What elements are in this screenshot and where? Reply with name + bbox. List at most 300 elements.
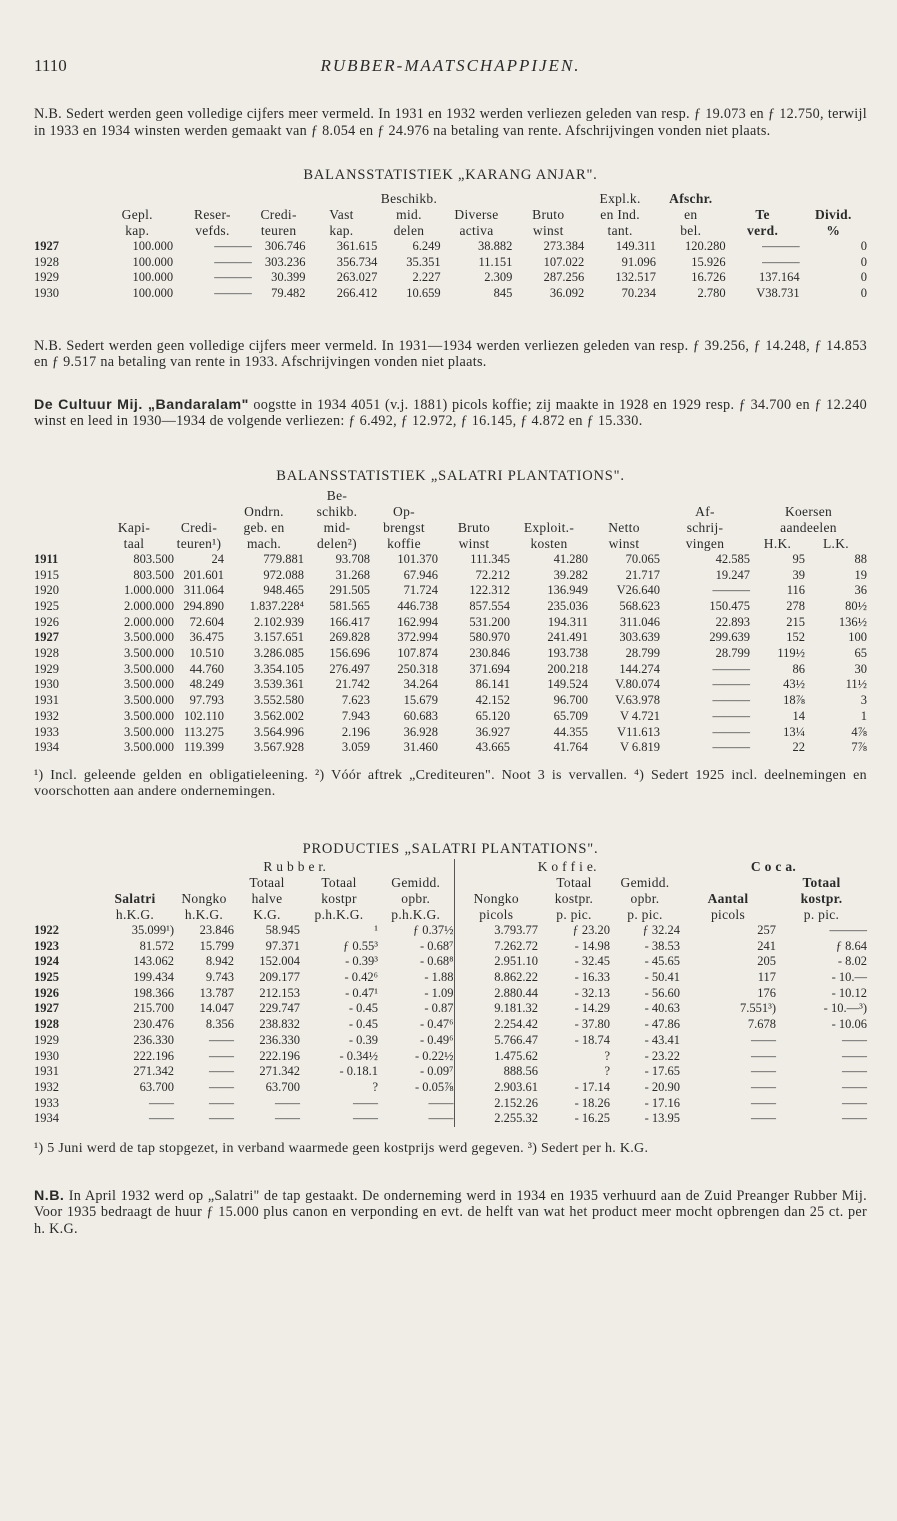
salatri-cell: 36.927 — [475, 724, 510, 739]
prod-cell: 222.196 — [259, 1048, 300, 1063]
karang-h3-0 — [34, 223, 101, 239]
salatri-h3-7: Exploit.- — [523, 519, 575, 535]
karang-cell: 100.000 — [132, 270, 174, 285]
prod-cell: - 56.60 — [644, 985, 680, 1000]
note-cultuur-bandaralam — [34, 397, 867, 430]
prod-h2-8: opbr. — [630, 890, 660, 906]
salatri-cell: 70.065 — [625, 551, 660, 566]
table-row — [34, 693, 867, 709]
table-row — [34, 740, 867, 756]
salatri-cell: 18⅞ — [783, 693, 805, 708]
prod-cell: - 16.25 — [574, 1111, 610, 1126]
salatri-cell: 43½ — [783, 677, 805, 692]
salatri-year-cell: 1915 — [34, 567, 59, 582]
prod-cell: ? — [372, 1079, 378, 1094]
salatri-cell: 152 — [786, 630, 805, 645]
salatri-h1-10 — [750, 488, 805, 504]
cultuur-text: oogstte in 1934 4051 (v.j. 1881) picols koffie; zij maakte in 1928 en 1929 resp. ƒ 34.700 en ƒ 12.240 winst en leed in 1930—1934 de volgende verliezen: ƒ 6.492, ƒ 12.972, ƒ 16.145, ƒ 4.872 en ƒ 15.330. — [34, 396, 867, 430]
table-row — [34, 646, 867, 662]
salatri-title: BALANSSTATISTIEK „SALATRI PLANTATIONS". — [276, 467, 625, 484]
note-salatri: N.B. Sedert werden geen volledige cijfers meer vermeld. In 1931—1934 werden verliezen geleden van resp. ƒ 39.256, ƒ 14.248, ƒ 14.853 en ƒ 9.517 na betaling van rente in 1933. Afschrijvingen vonden niet plaats. — [34, 337, 867, 371]
prod-cell: 14.047 — [199, 1001, 234, 1016]
prod-cell: - 0.47⁶ — [419, 1017, 454, 1032]
karang-cell: 30.399 — [271, 270, 306, 285]
salatri-cell: ——— — [712, 708, 750, 723]
salatri-cell: 201.601 — [183, 567, 224, 582]
prod-cell: —— — [353, 1111, 378, 1126]
salatri-cell: 2.102.939 — [254, 614, 304, 629]
salatri-cell: 36.475 — [189, 630, 224, 645]
prod-year-cell: 1925 — [34, 970, 59, 985]
salatri-cell: 95 — [792, 551, 805, 566]
salatri-cell: 30 — [854, 661, 867, 676]
prod-cell: 229.747 — [259, 1001, 300, 1016]
salatri-h2-3: Ondrn. — [244, 503, 284, 519]
prod-cell: ƒ 23.20 — [572, 922, 610, 937]
table-row — [34, 954, 867, 970]
prod-cell: 7.678 — [747, 1017, 776, 1032]
karang-year-cell: 1930 — [34, 286, 59, 301]
salatri-cell: ——— — [712, 724, 750, 739]
karang-h1-4 — [306, 191, 378, 207]
karang-year-cell: 1927 — [34, 239, 59, 253]
salatri-cell: 144.274 — [619, 661, 660, 676]
salatri-cell: 1 — [860, 708, 867, 723]
salatri-h3-3: geb. en — [243, 519, 285, 535]
salatri-cell: 3.354.105 — [254, 661, 304, 676]
salatri-h4-3: mach. — [246, 535, 282, 551]
final-note-text: In April 1932 werd op „Salatri" de tap gestaakt. De onderneming werd in 1934 en 1935 verhuurd aan de Zuid Preanger Rubber Mij. Voor 1935 bedraagt de huur ƒ 15.000 plus canon en verponding en evt. de helft van wat het product meer mocht opbrengen dan 25 ct. per h. K.G. — [34, 1187, 867, 1237]
prod-cell: - 18.26 — [574, 1095, 610, 1110]
table-row — [34, 1064, 867, 1080]
prod-cell: 230.476 — [133, 1017, 174, 1032]
prod-year-cell: 1934 — [34, 1111, 59, 1126]
karang-cell: 287.256 — [543, 270, 585, 285]
salatri-cell: 11½ — [845, 677, 867, 692]
prod-cell: - 20.90 — [644, 1079, 680, 1094]
karang-h1-11 — [800, 191, 867, 207]
prod-cell: 238.832 — [259, 1017, 300, 1032]
prod-cell: ¹ — [374, 922, 378, 937]
salatri-h3-10: aandeelen — [780, 519, 837, 535]
salatri-cell: V.63.978 — [615, 693, 660, 708]
salatri-h2-4: schikb. — [316, 503, 358, 519]
karang-h1-7 — [512, 191, 584, 207]
salatri-h2-6 — [438, 504, 510, 520]
prod-year-cell: 1932 — [34, 1079, 59, 1094]
karang-cell: 107.022 — [543, 254, 585, 269]
karang-h3-8: tant. — [607, 223, 633, 238]
karang-cell: 2.780 — [697, 286, 726, 301]
prod-cell: - 0.87 — [424, 1001, 454, 1016]
prod-cell: —— — [428, 1095, 454, 1110]
salatri-year-cell: 1925 — [34, 598, 59, 613]
salatri-h4-6: winst — [458, 535, 490, 551]
salatri-cell: 65.709 — [553, 708, 588, 723]
karang-cell: 120.280 — [684, 239, 726, 253]
salatri-cell: V 6.819 — [619, 740, 660, 755]
salatri-cell: 241.491 — [547, 630, 588, 645]
salatri-h1-6 — [438, 488, 510, 504]
salatri-cell: 116 — [786, 583, 805, 598]
prod-cell: —— — [275, 1095, 300, 1110]
karang-h2-0 — [34, 207, 101, 223]
prod-h3-10: p. pic. — [803, 906, 840, 922]
salatri-h4-9: vingen — [685, 535, 725, 551]
salatri-cell: 22 — [792, 740, 805, 755]
salatri-cell: 3.500.000 — [124, 724, 174, 739]
table-row — [34, 1049, 867, 1065]
prod-cell: - 10.06 — [831, 1017, 867, 1032]
karang-cell: 149.311 — [615, 239, 656, 253]
page — [34, 56, 867, 1237]
prod-h1-6 — [454, 875, 538, 891]
salatri-cell: 803.500 — [133, 567, 174, 582]
prod-cell: 212.153 — [259, 985, 300, 1000]
prod-cell: —— — [428, 1111, 454, 1126]
prod-cell: 23.846 — [199, 922, 234, 937]
salatri-cell: 303.639 — [619, 630, 660, 645]
salatri-header-row — [34, 488, 867, 504]
prod-cell: —— — [209, 1095, 234, 1110]
karang-cell: 35.351 — [406, 254, 441, 269]
salatri-h3-0 — [34, 520, 94, 536]
prod-cell: 8.862.22 — [454, 970, 538, 986]
salatri-cell: 3.500.000 — [124, 677, 174, 692]
salatri-cell: 42.585 — [715, 551, 750, 566]
prod-h1-3: Totaal — [249, 874, 285, 890]
prod-cell: 9.181.32 — [454, 1001, 538, 1017]
karang-h2-10: Te — [755, 207, 770, 222]
prod-year-cell: 1929 — [34, 1032, 59, 1047]
salatri-cell: 96.700 — [553, 693, 588, 708]
salatri-header-row — [34, 536, 867, 552]
prod-cell: 222.196 — [133, 1048, 174, 1063]
salatri-cell: 44.355 — [553, 724, 588, 739]
karang-cell: 15.926 — [691, 254, 726, 269]
salatri-h3-4: mid- — [323, 519, 351, 535]
salatri-cell: 294.890 — [183, 598, 224, 613]
salatri-cell: 43.665 — [475, 740, 510, 755]
salatri-cell: 3.157.651 — [254, 630, 304, 645]
salatri-year-cell: 1929 — [34, 661, 59, 676]
salatri-cell: ——— — [712, 661, 750, 676]
table-row — [34, 1111, 867, 1127]
table-row — [34, 1096, 867, 1112]
prod-cell: - 18.74 — [574, 1032, 610, 1047]
karang-h3-9: bel. — [680, 223, 702, 238]
salatri-cell: 311.046 — [619, 614, 660, 629]
prod-cell: 152.004 — [259, 954, 300, 969]
karang-cell: 137.164 — [758, 270, 800, 285]
salatri-cell: 4⅞ — [851, 724, 867, 739]
prod-cell: - 14.98 — [574, 938, 610, 953]
prod-cell: 2.903.61 — [454, 1080, 538, 1096]
table-row — [34, 677, 867, 693]
prod-h3-5: p.h.K.G. — [391, 906, 441, 922]
karang-h1-10 — [726, 191, 800, 207]
salatri-cell: ——— — [712, 740, 750, 755]
salatri-cell: 122.312 — [469, 583, 510, 598]
salatri-cell: 1.000.000 — [124, 583, 174, 598]
prod-cell: 241 — [757, 938, 776, 953]
karang-h3-10: verd. — [747, 223, 779, 238]
prod-cell: - 17.16 — [644, 1095, 680, 1110]
salatri-cell: 972.088 — [263, 567, 304, 582]
karang-header-row — [34, 207, 867, 223]
prod-cell: —— — [209, 1111, 234, 1126]
salatri-cell: V11.613 — [617, 724, 660, 739]
salatri-cell: 580.970 — [469, 630, 510, 645]
prod-h3-9: picols — [710, 906, 746, 922]
prod-cell: 209.177 — [259, 970, 300, 985]
running-title: RUBBER-MAATSCHAPPIJEN. — [320, 56, 581, 75]
prod-cell: 13.787 — [199, 985, 234, 1000]
salatri-cell: 215 — [786, 614, 805, 629]
salatri-cell: 19.247 — [715, 567, 750, 582]
salatri-h2-1 — [94, 504, 174, 520]
prod-cell: - 0.05⅞ — [414, 1079, 454, 1094]
prod-cell: —— — [209, 1064, 234, 1079]
prod-cell: - 47.86 — [644, 1017, 680, 1032]
prod-cell: - 0.34½ — [339, 1048, 378, 1063]
salatri-cell: 15.679 — [403, 693, 438, 708]
prod-cell: - 10.12 — [831, 985, 867, 1000]
salatri-cell: 371.694 — [469, 661, 510, 676]
salatri-cell: 531.200 — [469, 614, 510, 629]
prod-cell: - 10.—³) — [823, 1001, 867, 1016]
prod-cell: - 45.65 — [644, 954, 680, 969]
prod-cell: - 10.— — [831, 970, 867, 985]
producties-table — [34, 859, 867, 1127]
salatri-cell: 581.565 — [329, 598, 370, 613]
salatri-cell: 779.881 — [263, 551, 304, 566]
prod-h3-3: K.G. — [253, 906, 281, 922]
prod-cell: 58.945 — [265, 922, 300, 937]
prod-cell: 143.062 — [133, 954, 174, 969]
salatri-cell: 3.059 — [341, 740, 370, 755]
prod-cell: —— — [842, 1064, 867, 1079]
table-row — [34, 1080, 867, 1096]
salatri-cell: 44.760 — [189, 661, 224, 676]
karang-cell: V38.731 — [756, 286, 800, 301]
salatri-year-cell: 1926 — [34, 614, 59, 629]
karang-cell: 2.227 — [412, 270, 441, 285]
prod-cell: - 0.68⁸ — [419, 954, 454, 969]
nb-label: N.B. — [34, 1187, 65, 1204]
salatri-cell: 2.000.000 — [124, 614, 174, 629]
salatri-year-cell: 1931 — [34, 693, 59, 708]
salatri-cell: V26.640 — [616, 583, 660, 598]
prod-cell: - 50.41 — [644, 970, 680, 985]
salatri-cell: 3 — [860, 693, 867, 708]
prod-h1-1 — [96, 875, 174, 891]
prod-cell: ƒ 0.37½ — [412, 922, 454, 937]
salatri-cell: 34.264 — [403, 677, 438, 692]
prod-cell: - 13.95 — [644, 1111, 680, 1126]
salatri-year-cell: 1911 — [34, 551, 59, 566]
karang-cell: ——— — [762, 254, 800, 269]
salatri-cell: 41.280 — [553, 551, 588, 566]
producties-header-row — [34, 891, 867, 907]
salatri-table — [34, 488, 867, 756]
salatri-cell: 857.554 — [469, 598, 510, 613]
table-row — [34, 552, 867, 568]
karang-cell: ——— — [762, 239, 800, 253]
prod-cell: - 0.22½ — [414, 1048, 454, 1063]
salatri-h1-3 — [224, 488, 304, 504]
prod-cell: - 0.42⁶ — [344, 970, 378, 985]
prod-cell: —— — [751, 1064, 776, 1079]
prod-cell: —— — [209, 1032, 234, 1047]
company-name: De Cultuur Mij. „Bandaralam" — [34, 396, 249, 413]
prod-cell: ——— — [829, 922, 867, 937]
prod-cell: 2.951.10 — [454, 954, 538, 970]
salatri-cell: 39.282 — [553, 567, 588, 582]
prod-cell: - 0.09⁷ — [419, 1064, 454, 1079]
salatri-h4-0 — [34, 536, 94, 552]
salatri-h2-8 — [588, 504, 660, 520]
prod-h1-9 — [680, 875, 776, 891]
prod-cell: - 32.13 — [574, 985, 610, 1000]
karang-cell: 303.236 — [264, 254, 306, 269]
salatri-year-cell: 1930 — [34, 677, 59, 692]
prod-cell: —— — [751, 1032, 776, 1047]
prod-cell: ƒ 8.64 — [835, 938, 867, 953]
karang-h2-4: Vast — [329, 207, 354, 222]
salatri-h2-2 — [174, 504, 224, 520]
salatri-h3-6: Bruto — [457, 519, 491, 535]
prod-h1-10: Totaal — [802, 874, 841, 890]
prod-cell: - 0.49⁶ — [419, 1032, 454, 1047]
prod-cell: —— — [209, 1048, 234, 1063]
prod-cell: 215.700 — [133, 1001, 174, 1016]
table-row — [34, 583, 867, 599]
prod-cell: —— — [842, 1079, 867, 1094]
karang-cell: 361.615 — [336, 239, 378, 253]
prod-year-cell: 1922 — [34, 922, 59, 937]
salatri-cell: 3.500.000 — [124, 630, 174, 645]
karang-cell: 6.249 — [412, 239, 441, 253]
salatri-cell: 291.505 — [329, 583, 370, 598]
karang-cell: 91.096 — [621, 254, 656, 269]
salatri-cell: 102.110 — [183, 708, 224, 723]
salatri-cell: ——— — [712, 583, 750, 598]
salatri-cell: 136.949 — [547, 583, 588, 598]
table-row — [34, 568, 867, 584]
salatri-cell: 269.828 — [329, 630, 370, 645]
prod-cell: 271.342 — [259, 1064, 300, 1079]
salatri-footnote: ¹) Incl. geleende gelden en obligatieleening. ²) Vóór aftrek „Crediteuren". Noot 3 is vervallen. ⁴) Sedert 1925 incl. deelnemingen en voorschotten aan andere ondernemingen. — [34, 767, 867, 800]
prod-cell: - 37.80 — [574, 1017, 610, 1032]
karang-h1-3 — [252, 191, 306, 207]
salatri-cell: 2.000.000 — [124, 598, 174, 613]
salatri-cell: 100 — [848, 630, 867, 645]
karang-cell: ——— — [214, 239, 252, 253]
prod-cell: 2.880.44 — [454, 986, 538, 1002]
prod-h2-7: kostpr. — [554, 890, 594, 906]
prod-cell: —— — [149, 1111, 174, 1126]
salatri-cell: 3.500.000 — [124, 693, 174, 708]
salatri-cell: 235.036 — [547, 598, 588, 613]
prod-cell: - 16.33 — [574, 970, 610, 985]
salatri-h1-4: Be- — [326, 487, 348, 503]
table-row — [34, 986, 867, 1002]
producties-header-row — [34, 907, 867, 923]
salatri-cell: 3.567.928 — [254, 740, 304, 755]
prod-year-cell: 1928 — [34, 1017, 59, 1032]
prod-year-cell: 1926 — [34, 985, 59, 1000]
table-row — [34, 970, 867, 986]
karang-h3-4: kap. — [329, 223, 354, 238]
salatri-cell: 41.764 — [553, 740, 588, 755]
karang-h2-8: en Ind. — [600, 207, 640, 222]
salatri-cell: 276.497 — [329, 661, 370, 676]
prod-cell: - 0.45 — [348, 1017, 378, 1032]
prod-year-cell: 1933 — [34, 1095, 59, 1110]
salatri-cell: 97.793 — [189, 693, 224, 708]
salatri-h1-8 — [588, 488, 660, 504]
prod-h3-0 — [34, 907, 96, 923]
karang-h3-2: vefds. — [195, 223, 230, 238]
prod-cell: - 17.65 — [644, 1064, 680, 1079]
salatri-h1-7 — [510, 488, 588, 504]
prod-h1-8: Gemidd. — [620, 874, 670, 890]
salatri-cell: 193.738 — [547, 646, 588, 661]
final-note — [34, 1188, 867, 1238]
salatri-cell: 14 — [792, 708, 805, 723]
salatri-h4-2: teuren¹) — [176, 535, 222, 551]
salatri-cell: 948.465 — [263, 583, 304, 598]
prod-cell: —— — [751, 1095, 776, 1110]
karang-h3-5: delen — [393, 223, 425, 238]
prod-h2-6: Nongko — [454, 891, 538, 907]
karang-year-cell: 1929 — [34, 270, 59, 285]
salatri-cell: 22.893 — [715, 614, 750, 629]
salatri-h3-8: Netto — [608, 519, 640, 535]
karang-h1-8: Expl.k. — [599, 191, 641, 206]
salatri-h4-7: kosten — [530, 535, 568, 551]
salatri-h2-5: Op- — [393, 503, 415, 519]
karang-h2-6: Diverse — [454, 207, 499, 222]
table-row — [34, 1017, 867, 1033]
salatri-h2-9: Af- — [695, 503, 715, 519]
salatri-cell: 3.552.580 — [254, 693, 304, 708]
karang-title: BALANSSTATISTIEK „KARANG ANJAR". — [303, 167, 598, 183]
prod-cell: - 0.47¹ — [345, 985, 378, 1000]
salatri-cell: 42.152 — [475, 693, 510, 708]
karang-cell: 16.726 — [691, 270, 726, 285]
table-row — [34, 725, 867, 741]
prod-cell: 117 — [757, 970, 776, 985]
karang-cell: 79.482 — [271, 286, 306, 301]
salatri-cell: 19 — [854, 567, 867, 582]
salatri-cell: 372.994 — [397, 630, 438, 645]
karang-cell: 100.000 — [132, 286, 174, 301]
karang-h1-1 — [101, 191, 173, 207]
karang-cell: 11.151 — [478, 254, 513, 269]
prod-cell: 257 — [757, 922, 776, 937]
page-header — [34, 56, 867, 84]
prod-h2-0 — [34, 891, 96, 907]
salatri-cell: 3.500.000 — [124, 740, 174, 755]
prod-cell: 7.551³) — [739, 1001, 776, 1016]
salatri-h1-9 — [660, 488, 750, 504]
salatri-cell: 149.524 — [547, 677, 588, 692]
karang-h2-11: Divid. — [814, 207, 852, 222]
prod-h2-5: opbr. — [401, 890, 431, 906]
salatri-year-cell: 1934 — [34, 740, 59, 755]
